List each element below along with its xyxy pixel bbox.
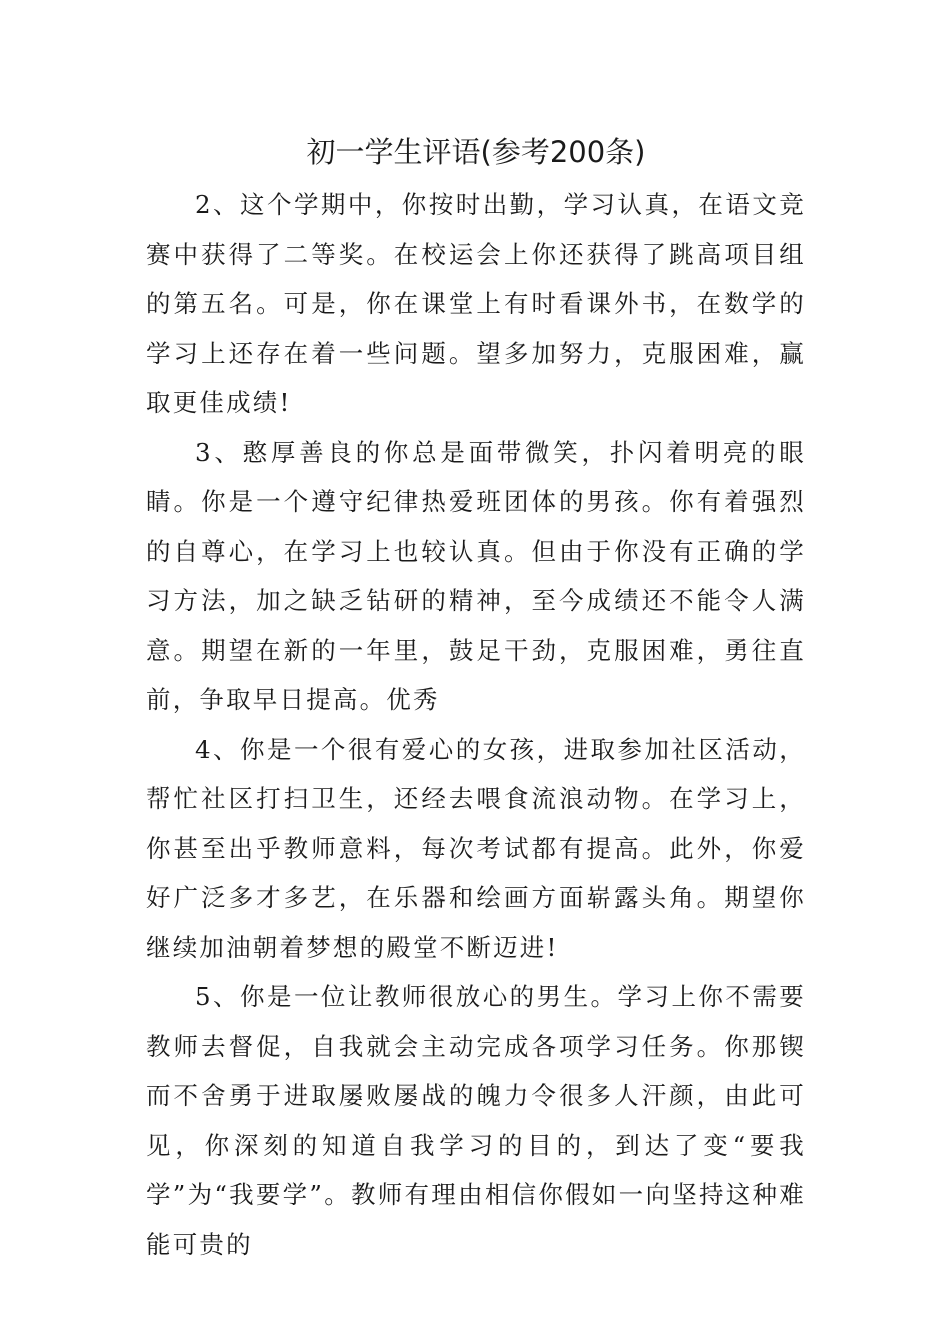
document-title: 初一学生评语(参考200条) [306,135,646,169]
comment-paragraph-3: 3、憨厚善良的你总是面带微笑，扑闪着明亮的眼睛。你是一个遵守纪律热爱班团体的男孩。你有着强烈的自尊心，在学习上也较认真。但由于你没有正确的学习方法，加之缺乏钻研的精神，至今成绩还不能令人满意。期望在新的一年里，鼓足干劲，克服困难，勇往直前，争取早日提高。优秀 [146,437,806,714]
document-page [146,124,806,1269]
comment-paragraph-5: 5、你是一位让教师很放心的男生。学习上你不需要教师去督促，自我就会主动完成各项学习任务。你那锲而不舍勇于进取屡败屡战的魄力令很多人汗颜，由此可见，你深刻的知道自我学习的目的，到达了变“要我学”为“我要学”。教师有理由相信你假如一向坚持这种难能可贵的 [146,982,806,1259]
comment-paragraph-4: 4、你是一个很有爱心的女孩，进取参加社区活动，帮忙社区打扫卫生，还经去喂食流浪动物。在学习上，你甚至出乎教师意料，每次考试都有提高。此外，你爱好广泛多才多艺，在乐器和绘画方面崭露头角。期望你继续加油朝着梦想的殿堂不断迈进! [146,734,806,962]
comment-paragraph-2: 2、这个学期中，你按时出勤，学习认真，在语文竞赛中获得了二等奖。在校运会上你还获得了跳高项目组的第五名。可是，你在课堂上有时看课外书，在数学的学习上还存在着一些问题。望多加努力，克服困难，赢取更佳成绩! [146,190,806,417]
